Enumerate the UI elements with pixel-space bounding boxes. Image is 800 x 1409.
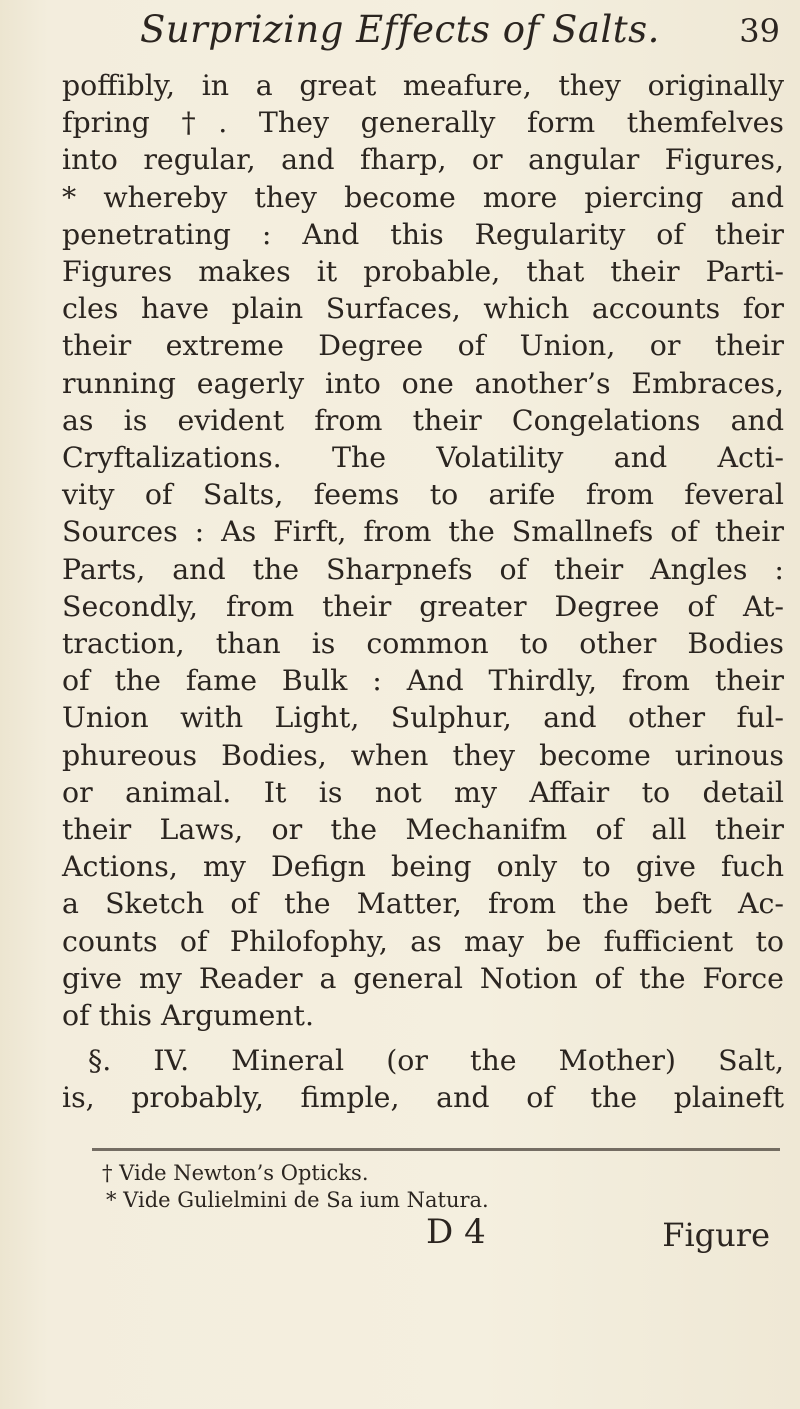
footnote-asterisk: * Vide Gulielmini de Sa ium Natura. xyxy=(106,1188,489,1212)
text-line: Sources : As Firft, from the Smallnefs of their xyxy=(62,515,784,549)
running-head: Surprizing Effects of Salts. xyxy=(140,8,660,51)
text-line: Actions, my Defign being only to give fuch xyxy=(62,850,784,884)
text-line: Cryftalizations. The Volatility and Acti- xyxy=(62,441,784,475)
page-number: 39 xyxy=(739,12,780,50)
text-line: give my Reader a general Notion of the Force xyxy=(62,961,784,995)
text-line: into regular, and fharp, or angular Figures, xyxy=(62,143,784,177)
text-line: * whereby they become more piercing and xyxy=(62,180,784,214)
section-iv-paragraph xyxy=(62,1042,784,1116)
text-line: fpring †. They generally form themfelves xyxy=(62,106,784,140)
text-line: as is evident from their Congelations and xyxy=(62,403,784,437)
footnote-rule xyxy=(92,1148,780,1151)
page-header xyxy=(140,8,780,70)
signature-mark: D 4 xyxy=(426,1212,486,1252)
footnotes xyxy=(102,1160,762,1214)
text-line: vity of Salts, feems to arife from feveral xyxy=(62,478,784,512)
text-line: Figures makes it probable, that their Parti- xyxy=(62,255,784,289)
text-line: of this Argument. xyxy=(62,999,314,1033)
text-line: Secondly, from their greater Degree of At- xyxy=(62,589,784,623)
text-line: or animal. It is not my Affair to detail xyxy=(62,775,784,809)
text-line: is, probably, fimple, and of the plaineft xyxy=(62,1081,784,1115)
text-line: penetrating : And this Regularity of their xyxy=(62,217,784,251)
text-line: phureous Bodies, when they become urinous xyxy=(62,738,784,772)
text-line: running eagerly into one another’s Embraces, xyxy=(62,366,784,400)
text-line: their Laws, or the Mechanifm of all their xyxy=(62,813,784,847)
catchline xyxy=(0,1212,800,1256)
text-line: their extreme Degree of Union, or their xyxy=(62,329,784,363)
catchword: Figure xyxy=(662,1216,770,1254)
text-line: cles have plain Surfaces, which accounts for xyxy=(62,292,784,326)
section-heading-line: §. IV. Mineral (or the Mother) Salt, xyxy=(88,1044,784,1077)
footnote-dagger: † Vide Newton’s Opticks. xyxy=(102,1161,369,1185)
text-line: Parts, and the Sharpnefs of their Angles : xyxy=(62,552,784,586)
text-line: a Sketch of the Matter, from the beft Ac- xyxy=(62,887,784,921)
text-line: of the fame Bulk : And Thirdly, from their xyxy=(62,664,784,698)
text-line: counts of Philofophy, as may be fufficient to xyxy=(62,924,784,958)
text-line: poffibly, in a great meafure, they originally xyxy=(62,69,784,102)
text-line: traction, than is common to other Bodies xyxy=(62,627,784,661)
main-paragraph xyxy=(62,67,784,1034)
text-line: Union with Light, Sulphur, and other ful- xyxy=(62,701,784,735)
